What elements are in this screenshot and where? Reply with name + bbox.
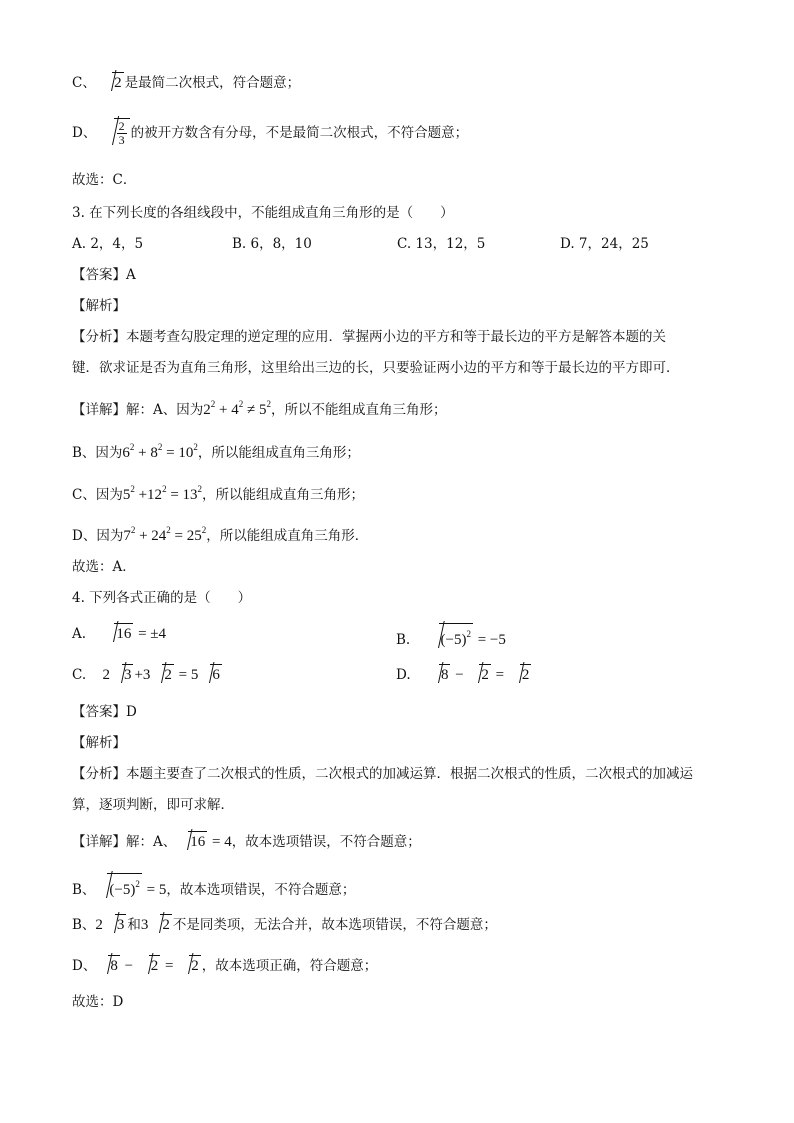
q4-analysis-tag: 【解析】 (72, 735, 126, 751)
q4-option-a: A. 16 = ±4 (72, 623, 166, 644)
q4-detail-b (72, 873, 355, 900)
d-text: 的被开方数含有分母，不是最简二次根式，不符合题意； (130, 124, 469, 141)
q4-detail-c-post: 不是同类项，无法合并，故本选项错误，不符合题意； (172, 917, 497, 933)
q3-answer: 【答案】A (72, 267, 136, 283)
q3-option-a: A. 2，4，5 (72, 236, 144, 252)
q3-detail-c-post: ，所以能组成直角三角形； (202, 487, 365, 503)
q3-detail-c-pre: C、因为 (72, 487, 123, 503)
q4-detail-b-pre: B、 (72, 882, 96, 898)
q4-fenxi-line1: 【分析】本题主要查了二次根式的性质，二次根式的加减运算．根据二次根式的性质，二次根式的加减运 (72, 766, 693, 782)
q4-opt-d-label: D. (396, 667, 411, 683)
q4-opt-b-label: B. (396, 632, 411, 648)
q3-select: 故选：A． (72, 559, 136, 575)
q4-eq-c1: 2 3 (95, 917, 127, 933)
q3-eq-a: $2^2 + 4^2 \ne 5^2$ (203, 399, 271, 418)
q4-detail-c-pre: B、 (72, 917, 96, 933)
q3-detail-a-pre: 【详解】解：A、因为 (72, 402, 204, 418)
q4-detail-a-pre: 【详解】解：A、 (72, 834, 177, 850)
q3-eq-b: $6^2 + 8^2 = 10^2$ (122, 442, 198, 461)
q4-answer: 【答案】D (72, 704, 137, 720)
q3-detail-d (72, 520, 368, 546)
prev-option-c-explanation (72, 72, 300, 93)
q3-stem: 3. 在下列长度的各组线段中，不能组成直角三角形的是（ ） (72, 205, 454, 221)
q4-fenxi-line2: 算，逐项判断，即可求解． (72, 797, 234, 813)
q4-stem: 4. 下列各式正确的是（ ） (72, 590, 252, 606)
q4-opt-c-label: C. (72, 667, 87, 683)
c-text: 是最简二次根式，符合题意； (124, 75, 301, 91)
q3-detail-b-post: ，所以能组成直角三角形； (197, 445, 360, 461)
q4-option-d: D. 8 − 2 = 2 (396, 664, 532, 685)
q3-eq-d: $7^2 + 24^2 = 25^2$ (123, 525, 207, 544)
q4-detail-a-post: ，故本选项错误，不符合题意； (231, 834, 421, 850)
q3-option-c: C. 13，12，5 (397, 236, 486, 252)
q4-select: 故选：D (72, 994, 124, 1010)
q3-option-b: B. 6，8，10 (232, 236, 312, 252)
q4-eq-c2: 3 2 (141, 917, 173, 933)
q3-fenxi-line1: 【分析】本题考查勾股定理的逆定理的应用．掌握两小边的平方和等于最长边的平方是解答本题的关 (72, 329, 666, 345)
q4-opt-a-label: A. (72, 626, 87, 642)
label-c: C、 (72, 75, 96, 91)
q4-detail-c-mid: 和 (127, 917, 141, 933)
q4-eq-d: 8 − 2 = 2 (96, 958, 201, 974)
q3-option-d: D. 7，24，25 (560, 236, 649, 252)
prev-answer: 故选：C． (72, 172, 137, 188)
q3-detail-a (72, 394, 446, 420)
q4-detail-c (72, 914, 497, 935)
q4-eq-b: $(-5)^2 = 5$ (95, 882, 166, 898)
q3-detail-d-post: ，所以能组成直角三角形． (206, 528, 369, 544)
q4-option-b: B. $(-5)^2 = -5$ (396, 623, 506, 650)
q4-detail-d-post: ，故本选项正确，符合题意； (201, 958, 378, 974)
sqrt-2-over-3: $\frac{2}{3}$ (102, 118, 130, 147)
q4-option-c: C. 2 3 +3 2 = 5 6 (72, 664, 223, 685)
q4-detail-d-pre: D、 (72, 958, 97, 974)
q3-detail-b (72, 437, 360, 463)
label-d: D、 (72, 124, 97, 141)
q3-analysis-tag: 【解析】 (72, 298, 126, 314)
q3-detail-a-post: ，所以不能组成直角三角形； (270, 402, 447, 418)
prev-option-d-explanation (72, 118, 468, 147)
q3-detail-b-pre: B、因为 (72, 445, 123, 461)
q3-fenxi-line2: 键．欲求证是否为直角三角形，这里给出三边的长，只要验证两小边的平方和等于最长边的平方即可． (72, 360, 680, 376)
sqrt-2: 2 (101, 72, 124, 93)
q4-detail-b-post: ，故本选项错误，不符合题意； (166, 882, 356, 898)
q4-detail-d (72, 955, 377, 976)
q3-detail-d-pre: D、因为 (72, 528, 124, 544)
q3-eq-c: $5^2 +12^2 = 13^2$ (122, 484, 203, 503)
q3-detail-c (72, 479, 364, 505)
q4-detail-a (72, 831, 421, 852)
q4-eq-a: 16 = 4 (176, 834, 231, 850)
